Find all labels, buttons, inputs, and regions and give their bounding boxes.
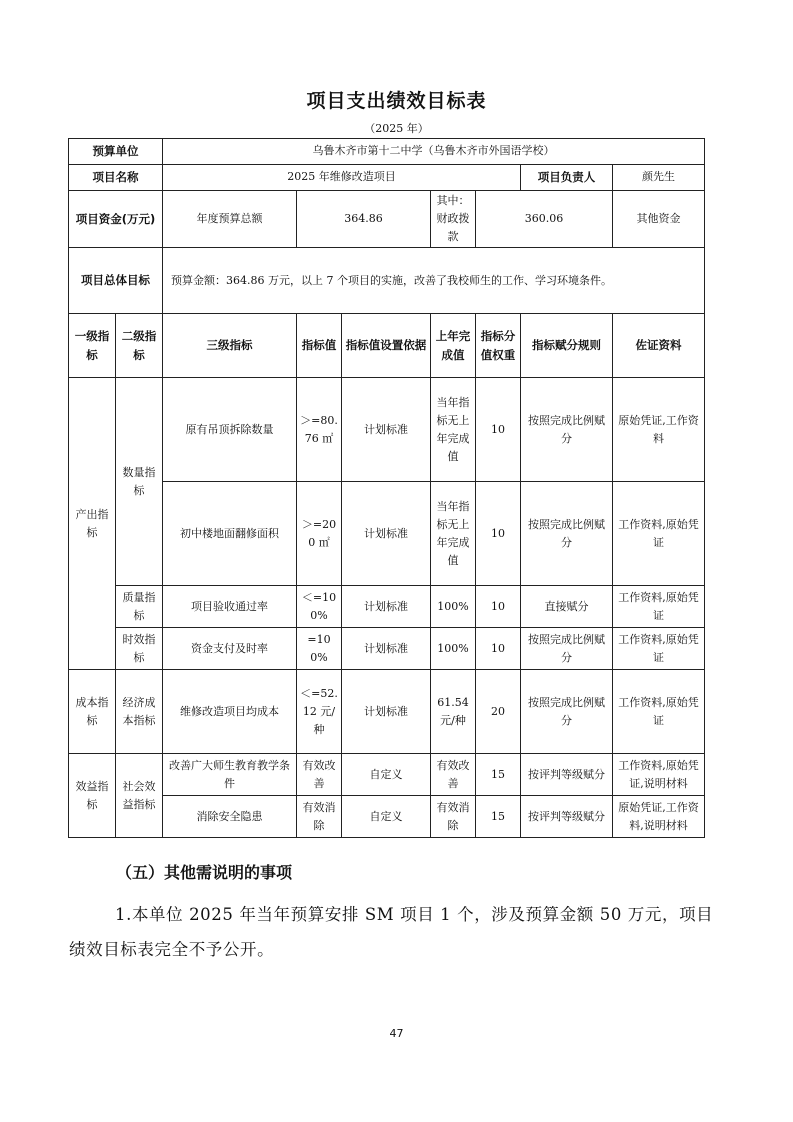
- indicator-evidence: 工作资料,原始凭证: [613, 586, 705, 628]
- indicator-prev: 有效消除: [431, 796, 476, 838]
- indicator-value: 有效消除: [297, 796, 342, 838]
- table-row: [69, 754, 705, 796]
- indicator-weight: 10: [476, 378, 521, 482]
- annual-total-value: 364.86: [297, 191, 431, 248]
- indicator-value: ＜=52.12 元/种: [297, 670, 342, 754]
- indicator-basis: 自定义: [342, 754, 431, 796]
- header-level3: 三级指标: [163, 314, 297, 378]
- subgroup-quantity: 数量指标: [116, 378, 163, 586]
- indicator-basis: 计划标准: [342, 628, 431, 670]
- page-number: 47: [389, 1027, 404, 1040]
- indicator-basis: 计划标准: [342, 670, 431, 754]
- table-row: [69, 628, 705, 670]
- table-row: [69, 378, 705, 482]
- indicator-weight: 15: [476, 754, 521, 796]
- funds-row: [69, 191, 705, 248]
- indicator-rule: 按评判等级赋分: [521, 796, 613, 838]
- table-row: [69, 586, 705, 628]
- goal-label: 项目总体目标: [69, 248, 163, 314]
- subgroup-timeliness: 时效指标: [116, 628, 163, 670]
- indicator-name: 消除安全隐患: [163, 796, 297, 838]
- project-name-value: 2025 年维修改造项目: [163, 165, 521, 191]
- indicator-name: 项目验收通过率: [163, 586, 297, 628]
- indicator-basis: 计划标准: [342, 586, 431, 628]
- year-label: （2025 年）: [364, 122, 429, 135]
- indicator-weight: 10: [476, 628, 521, 670]
- indicator-weight: 10: [476, 586, 521, 628]
- indicator-name: 初中楼地面翻修面积: [163, 482, 297, 586]
- indicator-value: =100%: [297, 628, 342, 670]
- indicator-prev: 100%: [431, 628, 476, 670]
- indicator-rule: 按照完成比例赋分: [521, 628, 613, 670]
- indicator-name: 改善广大师生教育教学条件: [163, 754, 297, 796]
- indicator-prev: 100%: [431, 586, 476, 628]
- header-prev: 上年完成值: [431, 314, 476, 378]
- indicator-prev: 当年指标无上年完成值: [431, 482, 476, 586]
- indicator-evidence: 工作资料,原始凭证: [613, 670, 705, 754]
- subgroup-economic: 经济成本指标: [116, 670, 163, 754]
- subgroup-social: 社会效益指标: [116, 754, 163, 838]
- group-benefit: 效益指标: [69, 754, 116, 838]
- indicator-rule: 按照完成比例赋分: [521, 378, 613, 482]
- indicator-name: 维修改造项目均成本: [163, 670, 297, 754]
- project-name-label: 项目名称: [69, 165, 163, 191]
- page-title: 项目支出绩效目标表: [306, 90, 487, 112]
- indicator-prev: 61.54 元/种: [431, 670, 476, 754]
- group-output: 产出指标: [69, 378, 116, 670]
- table-row: [69, 670, 705, 754]
- body-paragraph: 1.本单位 2025 年当年预算安排 SM 项目 1 个，涉及预算金额 50 万元，项目绩效目标表完全不予公开。: [69, 905, 714, 959]
- group-cost: 成本指标: [69, 670, 116, 754]
- header-level1: 一级指标: [69, 314, 116, 378]
- indicator-prev: 有效改善: [431, 754, 476, 796]
- indicator-basis: 自定义: [342, 796, 431, 838]
- fiscal-value: 360.06: [476, 191, 613, 248]
- header-rule: 指标赋分规则: [521, 314, 613, 378]
- indicator-rule: 按照完成比例赋分: [521, 670, 613, 754]
- budget-unit-label: 预算单位: [69, 139, 163, 165]
- indicator-value: ＜=100%: [297, 586, 342, 628]
- table-row: [69, 796, 705, 838]
- project-name-row: [69, 165, 705, 191]
- indicator-evidence: 工作资料,原始凭证,说明材料: [613, 754, 705, 796]
- indicator-value: ＞=200 ㎡: [297, 482, 342, 586]
- indicator-basis: 计划标准: [342, 482, 431, 586]
- indicator-value: ＞=80.76 ㎡: [297, 378, 342, 482]
- indicator-evidence: 工作资料,原始凭证: [613, 628, 705, 670]
- section-heading: （五）其他需说明的事项: [116, 863, 293, 882]
- budget-unit-value: 乌鲁木齐市第十二中学（乌鲁木齐市外国语学校）: [163, 139, 705, 165]
- goal-row: [69, 248, 705, 314]
- header-weight: 指标分值权重: [476, 314, 521, 378]
- indicator-weight: 20: [476, 670, 521, 754]
- indicator-name: 资金支付及时率: [163, 628, 297, 670]
- indicator-rule: 按评判等级赋分: [521, 754, 613, 796]
- indicator-weight: 10: [476, 482, 521, 586]
- subgroup-quality: 质量指标: [116, 586, 163, 628]
- annual-total-label: 年度预算总额: [163, 191, 297, 248]
- indicator-evidence: 原始凭证,工作资料: [613, 378, 705, 482]
- header-row: [69, 314, 705, 378]
- other-label: 其他资金: [613, 191, 705, 248]
- indicator-rule: 按照完成比例赋分: [521, 482, 613, 586]
- indicator-prev: 当年指标无上年完成值: [431, 378, 476, 482]
- indicator-rule: 直接赋分: [521, 586, 613, 628]
- header-evidence: 佐证资料: [613, 314, 705, 378]
- header-level2: 二级指标: [116, 314, 163, 378]
- header-value: 指标值: [297, 314, 342, 378]
- table-row: [69, 482, 705, 586]
- header-basis: 指标值设置依据: [342, 314, 431, 378]
- indicator-evidence: 原始凭证,工作资料,说明材料: [613, 796, 705, 838]
- indicator-value: 有效改善: [297, 754, 342, 796]
- budget-unit-row: [69, 139, 705, 165]
- funds-label: 项目资金(万元): [69, 191, 163, 248]
- fiscal-label: 其中：财政拨款: [431, 191, 476, 248]
- goal-value: 预算金额：364.86 万元，以上 7 个项目的实施，改善了我校师生的工作、学习环境条件。: [163, 248, 705, 314]
- owner-label: 项目负责人: [521, 165, 613, 191]
- performance-table: [68, 138, 705, 838]
- indicator-weight: 15: [476, 796, 521, 838]
- indicator-name: 原有吊顶拆除数量: [163, 378, 297, 482]
- indicator-basis: 计划标准: [342, 378, 431, 482]
- indicator-evidence: 工作资料,原始凭证: [613, 482, 705, 586]
- owner-value: 颜先生: [613, 165, 705, 191]
